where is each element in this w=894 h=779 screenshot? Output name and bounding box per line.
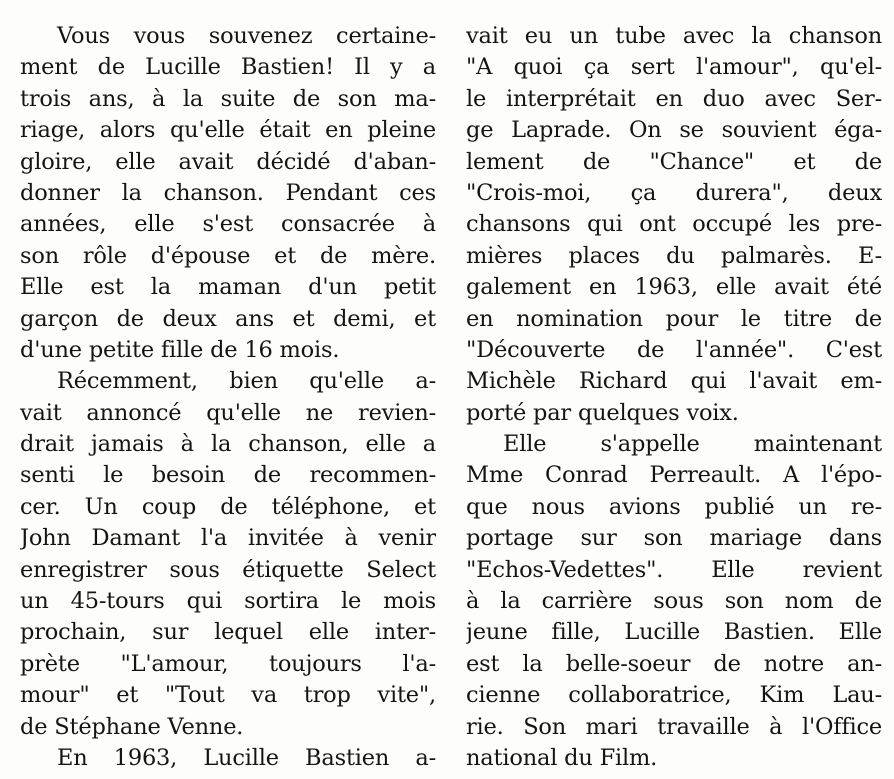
text-line: national du Film. — [466, 744, 658, 771]
text-line: porté par quelques voix. — [466, 399, 739, 426]
text-line: "A quoi ça sert l'amour", qu'el- — [466, 54, 882, 81]
text-line: Michèle Richard qui l'avait em- — [466, 368, 882, 395]
text-line: mour" et "Tout va trop vite", — [20, 682, 436, 709]
text-line: "Découverte de l'année". C'est — [466, 336, 882, 363]
text-line: à la carrière sous son nom de — [466, 588, 882, 615]
article-column-left — [20, 21, 436, 774]
text-line: garçon de deux ans et demi, et — [20, 305, 436, 332]
text-line: est la belle-soeur de notre an- — [466, 650, 882, 677]
text-line: ment de Lucille Bastien! Il y a — [20, 54, 436, 81]
text-line: jeune fille, Lucille Bastien. Elle — [466, 619, 882, 646]
text-line: "Crois-moi, ça durera", deux — [466, 179, 882, 206]
text-line: mières places du palmarès. E- — [466, 242, 882, 269]
article-column-right — [466, 21, 882, 774]
text-line: vait annoncé qu'elle ne revien- — [20, 399, 436, 426]
text-line: Vous vous souvenez certaine- — [57, 23, 436, 49]
text-line: senti le besoin de recommen- — [20, 462, 436, 489]
text-line: En 1963, Lucille Bastien a- — [57, 744, 436, 771]
text-line: prochain, sur lequel elle inter- — [20, 619, 436, 646]
text-line: le interprétait en duo avec Ser- — [466, 85, 882, 112]
text-line: en nomination pour le titre de — [466, 305, 882, 332]
text-line: John Damant l'a invitée à venir — [20, 525, 436, 552]
text-line: cienne collaboratrice, Kim Lau- — [466, 682, 882, 709]
text-line: "Echos-Vedettes". Elle revient — [466, 556, 882, 583]
text-line: gloire, elle avait décidé d'aban- — [20, 148, 436, 175]
text-line: donner la chanson. Pendant ces — [20, 179, 436, 206]
text-line: d'une petite fille de 16 mois. — [20, 336, 340, 363]
text-line: ge Laprade. On se souvient éga- — [466, 117, 882, 144]
text-line: rie. Son mari travaille à l'Office — [466, 713, 882, 740]
text-line: chansons qui ont occupé les pre- — [466, 211, 882, 238]
text-line: galement en 1963, elle avait été — [466, 274, 882, 301]
text-line: un 45-tours qui sortira le mois — [20, 588, 436, 615]
text-line: années, elle s'est consacrée à — [20, 211, 436, 238]
text-line: drait jamais à la chanson, elle a — [20, 431, 436, 458]
text-line: enregistrer sous étiquette Select — [20, 556, 436, 583]
text-line: Mme Conrad Perreault. A l'épo- — [466, 462, 882, 489]
text-line: vait eu un tube avec la chanson — [466, 23, 882, 49]
text-line: Elle s'appelle maintenant — [503, 431, 882, 458]
text-line: de Stéphane Venne. — [20, 713, 244, 740]
text-line: portage sur son mariage dans — [466, 525, 882, 552]
text-line: Elle est la maman d'un petit — [20, 274, 436, 301]
text-line: prète "L'amour, toujours l'a- — [20, 650, 436, 677]
text-line: lement de "Chance" et de — [466, 148, 882, 175]
text-line: trois ans, à la suite de son ma- — [20, 85, 436, 112]
text-line: que nous avions publié un re- — [466, 493, 882, 520]
text-line: riage, alors qu'elle était en pleine — [20, 117, 436, 144]
text-line: son rôle d'épouse et de mère. — [20, 242, 436, 269]
text-line: Récemment, bien qu'elle a- — [57, 368, 436, 395]
text-line: cer. Un coup de téléphone, et — [20, 493, 436, 520]
